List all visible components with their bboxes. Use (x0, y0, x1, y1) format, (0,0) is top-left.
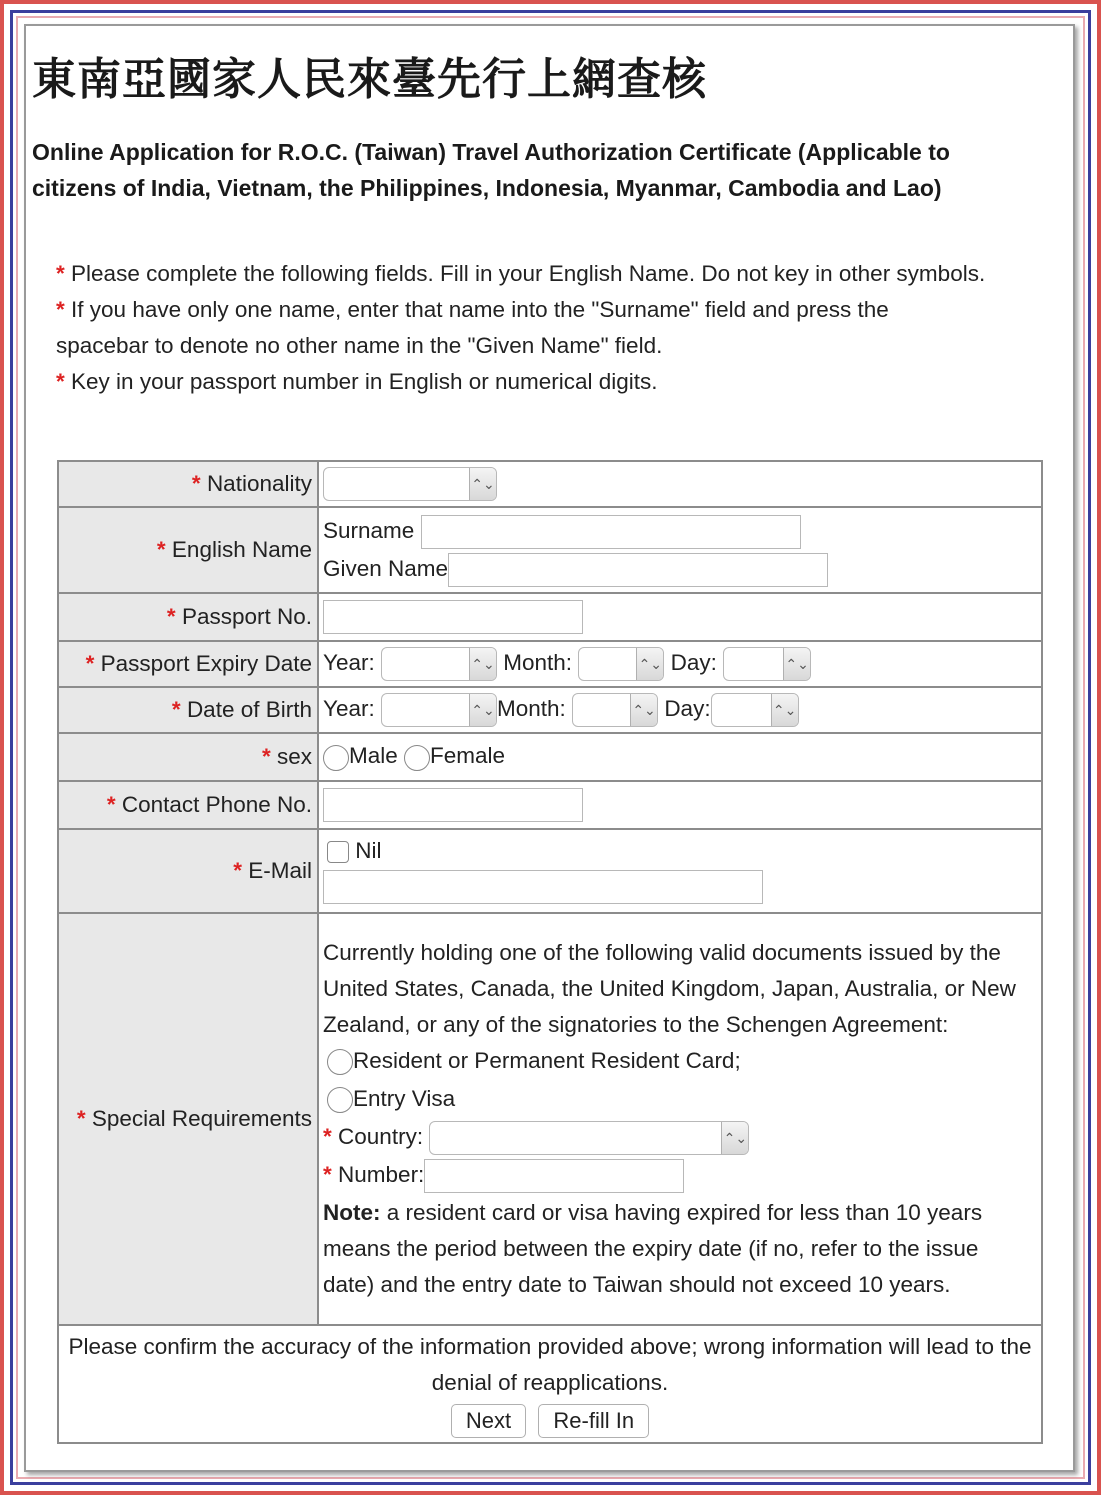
select-arrows-icon: ⌃⌄ (783, 648, 810, 680)
surname-input[interactable] (421, 515, 801, 549)
row-email (58, 829, 1042, 913)
select-arrows-icon: ⌃⌄ (771, 694, 798, 726)
sex-label: * sex (58, 733, 318, 781)
male-radio[interactable] (323, 745, 349, 771)
select-arrows-icon: ⌃⌄ (469, 694, 496, 726)
row-nationality (58, 461, 1042, 507)
row-date-of-birth: * Date of Birth Year: ⌃⌄ Month: ⌃⌄ Day: ⌃⌄ (58, 687, 1042, 733)
application-form-table (57, 460, 1043, 1444)
entry-visa-radio[interactable] (327, 1087, 353, 1113)
instructions (56, 256, 986, 400)
visa-number-input[interactable] (424, 1159, 684, 1193)
dob-label: * Date of Birth (58, 687, 318, 733)
confirm-text: Please confirm the accuracy of the information provided above; wrong information will lead to the denial of reapplications. (68, 1334, 1032, 1395)
passport-expiry-label: * Passport Expiry Date (58, 641, 318, 687)
entry-visa-label: Entry Visa (353, 1086, 456, 1111)
email-input[interactable] (323, 870, 763, 904)
special-intro: Currently holding one of the following valid documents issued by the United States, Canada, the United Kingdom, Japan, Australia, or New Zealand, or any of the signatories to the Schengen Agreement: (323, 940, 1016, 1037)
select-arrows-icon: ⌃⌄ (636, 648, 663, 680)
surname-label: Surname (323, 518, 415, 543)
number-label: Number: (338, 1162, 425, 1187)
email-nil-label: Nil (355, 838, 382, 863)
page-subtitle: Online Application for R.O.C. (Taiwan) Travel Authorization Certificate (Applicable to citizens of India, Vietnam, the Philippines, Indonesia, Myanmar, Cambodia and Lao) (32, 139, 950, 201)
expiry-year-select[interactable] (381, 647, 497, 681)
passport-no-label: * Passport No. (58, 593, 318, 641)
row-confirm (58, 1325, 1042, 1443)
special-label: * Special Requirements (58, 913, 318, 1325)
expiry-month-select[interactable] (578, 647, 664, 681)
note: Note: a resident card or visa having expired for less than 10 years means the period between the expiry date (if no, refer to the issue date) and the entry date to Taiwan should not exceed 10 years. (323, 1200, 983, 1297)
given-name-label: Given Name (323, 556, 449, 581)
row-special-requirements: * Special Requirements Currently holding one of the following valid documents issued by the United States, Canada, the United Kingdom, Japan, Australia, or New Zealand, or any of the signatories to the Schengen Agreement: Resident or Permanent Resident Card; Entry Visa * Country: ⌃⌄ * Number: Note: a resident card or visa having expired for less than 10 years means the period between the expiry date (if no, refer to the issue date) and the entry date to Taiwan should not exceed 10 years. (58, 913, 1042, 1325)
expiry-day-select[interactable] (723, 647, 811, 681)
resident-card-radio[interactable] (327, 1049, 353, 1075)
phone-label: * Contact Phone No. (58, 781, 318, 829)
dob-day-select[interactable] (711, 693, 799, 727)
resident-card-label: Resident or Permanent Resident Card; (353, 1048, 741, 1073)
select-arrows-icon: ⌃⌄ (469, 648, 496, 680)
next-button[interactable]: Next (451, 1404, 526, 1438)
page-title: 東南亞國家人民來臺先行上網查核 (32, 54, 707, 105)
row-passport-expiry: * Passport Expiry Date Year: ⌃⌄ Month: ⌃⌄ Day: ⌃⌄ (58, 641, 1042, 687)
email-label: * E-Mail (58, 829, 318, 913)
instruction-item: * Please complete the following fields. Fill in your English Name. Do not key in other symbols. (56, 261, 986, 286)
row-english-name (58, 507, 1042, 593)
country-select[interactable] (429, 1121, 749, 1155)
country-label: Country: (338, 1124, 424, 1149)
email-nil-checkbox[interactable] (327, 841, 349, 863)
nationality-select[interactable] (323, 467, 497, 501)
select-arrows-icon: ⌃⌄ (469, 468, 496, 500)
instruction-item: * Key in your passport number in English or numerical digits. (56, 369, 658, 394)
refill-button[interactable]: Re-fill In (538, 1404, 649, 1438)
form-page (24, 24, 1075, 1472)
row-passport-no (58, 593, 1042, 641)
nationality-label: * Nationality (58, 461, 318, 507)
dob-year-select[interactable] (381, 693, 497, 727)
phone-input[interactable] (323, 788, 583, 822)
passport-no-input[interactable] (323, 600, 583, 634)
given-name-input[interactable] (448, 553, 828, 587)
select-arrows-icon: ⌃⌄ (630, 694, 657, 726)
row-contact-phone (58, 781, 1042, 829)
select-arrows-icon: ⌃⌄ (721, 1122, 748, 1154)
male-label: Male (349, 743, 398, 769)
female-radio[interactable] (404, 745, 430, 771)
row-sex (58, 733, 1042, 781)
dob-month-select[interactable] (572, 693, 658, 727)
instruction-item: * If you have only one name, enter that name into the "Surname" field and press the spacebar to denote no other name in the "Given Name" field. (56, 297, 889, 358)
female-label: Female (430, 743, 506, 769)
english-name-label: * English Name (58, 507, 318, 593)
